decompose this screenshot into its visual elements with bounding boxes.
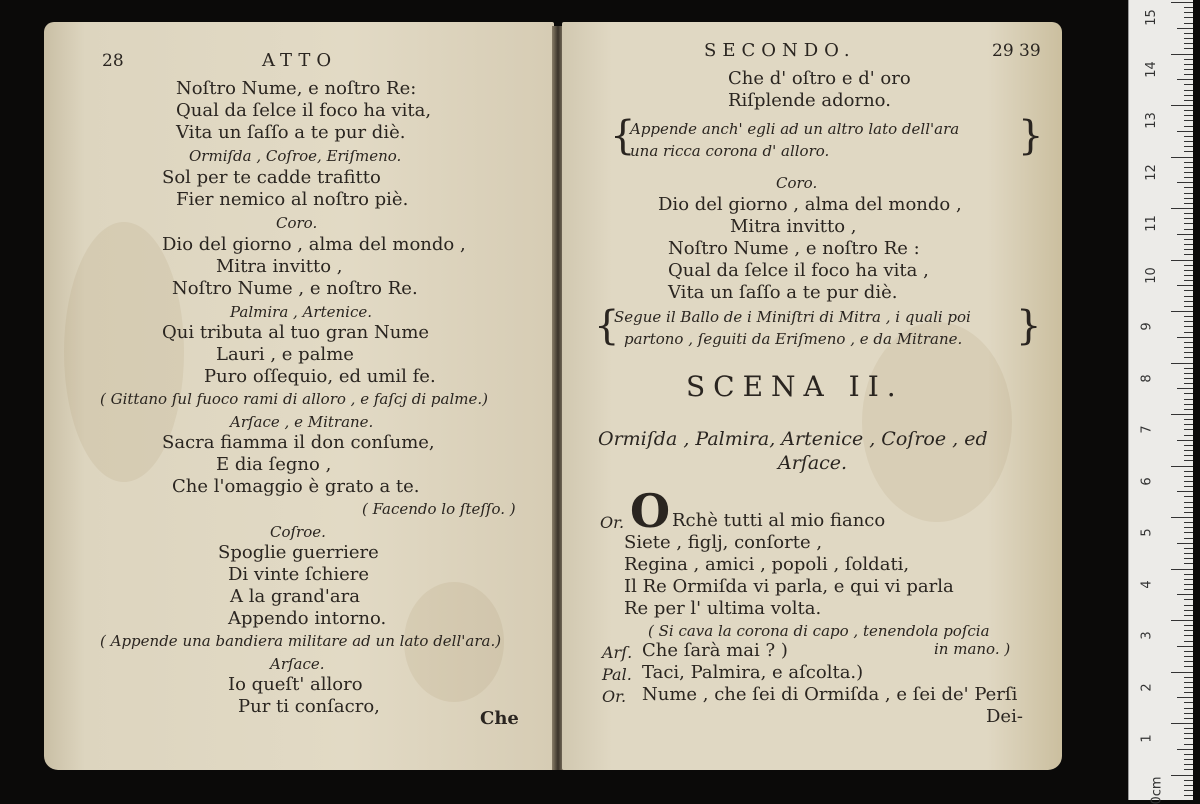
ruler-tick	[1184, 301, 1193, 302]
ruler-tick	[1184, 48, 1193, 49]
left-line: Ormiſda , Coſroe, Eriſmeno.	[189, 147, 402, 165]
brace-left-2: {	[594, 303, 620, 349]
page-number-right: 29 39	[992, 41, 1041, 61]
right-line: Vita un ſaſſo a te pur diè.	[668, 282, 898, 303]
ruler-tick	[1184, 59, 1193, 60]
ruler-number: 11	[1143, 215, 1159, 232]
ruler-tick	[1184, 429, 1193, 430]
ruler-tick	[1184, 177, 1193, 178]
ruler-tick	[1184, 713, 1193, 714]
ruler-tick	[1184, 496, 1193, 497]
ruler-tick	[1177, 182, 1193, 183]
ruler-tick	[1184, 445, 1193, 446]
ruler-tick	[1184, 538, 1193, 539]
ruler-tick	[1171, 723, 1193, 724]
ruler-tick	[1184, 738, 1193, 739]
ruler-tick	[1171, 517, 1193, 518]
ruler-tick	[1184, 522, 1193, 523]
left-line: Coro.	[276, 214, 318, 232]
ruler-tick	[1184, 120, 1193, 121]
ruler-tick	[1184, 728, 1193, 729]
ruler-tick	[1171, 2, 1193, 3]
ruler-tick	[1171, 260, 1193, 261]
left-line: ( Appende una bandiera militare ad un lato dell'ara.)	[100, 632, 502, 650]
ruler-tick	[1184, 378, 1193, 379]
right-line: Dio del giorno , alma del mondo ,	[658, 194, 962, 215]
ruler-tick	[1184, 661, 1193, 662]
ruler-tick	[1184, 780, 1193, 781]
left-line: Sacra fiamma il don conſume,	[162, 432, 435, 453]
ruler-number: 4	[1139, 579, 1155, 589]
ruler-tick	[1184, 687, 1193, 688]
ruler-number: 9	[1139, 322, 1155, 331]
ruler-tick	[1184, 213, 1193, 214]
ruler-tick	[1184, 69, 1193, 70]
ruler-tick	[1184, 584, 1193, 585]
ruler-tick	[1184, 553, 1193, 554]
ruler-tick	[1171, 672, 1193, 673]
ruler-tick	[1184, 198, 1193, 199]
scene-title: SCENA II.	[686, 370, 904, 403]
right-line: Dei-	[986, 706, 1023, 727]
ruler-tick	[1184, 635, 1193, 636]
ruler-tick	[1184, 38, 1193, 39]
ruler-tick	[1184, 532, 1193, 533]
ruler-tick	[1184, 419, 1193, 420]
ruler-tick	[1184, 486, 1193, 487]
ruler-number: 15	[1143, 9, 1159, 26]
brace-left-1: {	[610, 113, 636, 159]
left-line: ( Gittano ſul fuoco rami di alloro , e faſcj di palme.)	[100, 390, 488, 408]
left-line: A la grand'ara	[230, 586, 360, 607]
page-number-left: 28	[102, 51, 124, 71]
left-line: Arſace.	[270, 655, 325, 673]
ruler-tick	[1184, 630, 1193, 631]
ruler-tick	[1184, 476, 1193, 477]
ruler-tick	[1177, 594, 1193, 595]
left-line: ( Facendo lo ſteſſo. )	[362, 500, 516, 518]
right-line: Il Re Ormiſda vi parla, e qui vi parla	[624, 576, 954, 597]
right-line: Segue il Ballo de i Miniſtri di Mitra , i quali poi	[614, 308, 971, 326]
ruler-tick	[1184, 769, 1193, 770]
ruler-number: 5	[1139, 528, 1155, 537]
left-line: Spoglie guerriere	[218, 542, 379, 563]
brace-right-1: }	[1018, 113, 1044, 159]
ruler-tick	[1184, 347, 1193, 348]
ruler-tick	[1184, 409, 1193, 410]
ruler-tick	[1184, 357, 1193, 358]
left-line: Sol per te cadde trafitto	[162, 167, 381, 188]
right-line: Re per l' ultima volta.	[624, 598, 822, 619]
ruler-number: 12	[1143, 163, 1159, 181]
ruler-tick	[1171, 105, 1193, 106]
ruler-tick	[1184, 352, 1193, 353]
right-line: Noſtro Nume , e noſtro Re :	[668, 238, 920, 259]
ruler-tick	[1184, 599, 1193, 600]
ruler-tick	[1184, 589, 1193, 590]
ruler-tick	[1184, 790, 1193, 791]
catchword: Che	[480, 708, 519, 729]
ruler-tick	[1184, 764, 1193, 765]
ruler-tick	[1184, 512, 1193, 513]
ruler-tick	[1177, 388, 1193, 389]
ruler-tick	[1184, 306, 1193, 307]
right-line: ( Si cava la corona di capo , tenendola poſcia	[648, 622, 990, 640]
ruler-tick	[1184, 754, 1193, 755]
left-line: Di vinte ſchiere	[228, 564, 370, 585]
ruler-tick	[1184, 656, 1193, 657]
ruler-tick	[1177, 440, 1193, 441]
ruler-tick	[1184, 244, 1193, 245]
ruler-tick	[1184, 795, 1193, 796]
left-line: Fier nemico al noſtro piè.	[176, 189, 409, 210]
scene-characters-cont: Arſace.	[778, 452, 848, 474]
ruler-tick	[1184, 23, 1193, 24]
ruler-tick	[1184, 450, 1193, 451]
ruler-tick	[1184, 126, 1193, 127]
right-line: Nume , che ſei di Ormiſda , e ſei de' Perſi	[642, 684, 1018, 705]
left-line: Qual da ſelce il foco ha vita,	[176, 100, 432, 121]
ruler-tick	[1184, 172, 1193, 173]
ruler-tick	[1184, 574, 1193, 575]
right-line: Qual da ſelce il foco ha vita ,	[668, 260, 929, 281]
ruler-tick	[1184, 74, 1193, 75]
ruler-tick	[1184, 167, 1193, 168]
ruler-number: 1	[1139, 734, 1155, 743]
ruler-tick	[1184, 579, 1193, 580]
ruler-tick	[1184, 43, 1193, 44]
ruler-tick	[1184, 666, 1193, 667]
ruler-number: 2	[1139, 682, 1155, 692]
ruler-number: 7	[1139, 425, 1155, 434]
ruler-tick	[1184, 141, 1193, 142]
ruler-tick	[1184, 290, 1193, 291]
ruler-tick	[1177, 646, 1193, 647]
ruler-tick	[1184, 563, 1193, 564]
ruler-tick	[1184, 733, 1193, 734]
ruler-tick	[1184, 435, 1193, 436]
ruler-tick	[1184, 507, 1193, 508]
ruler-tick	[1177, 79, 1193, 80]
speaker-label: Or.	[600, 513, 625, 532]
measurement-ruler	[1128, 0, 1193, 804]
right-line: Rchè tutti al mio fianco	[672, 510, 886, 531]
ruler-tick	[1184, 708, 1193, 709]
ruler-tick	[1177, 543, 1193, 544]
right-line: partono , ſeguiti da Eriſmeno , e da Mitrane.	[624, 330, 963, 348]
ruler-tick	[1184, 84, 1193, 85]
ruler-tick	[1177, 131, 1193, 132]
ruler-tick	[1177, 234, 1193, 235]
ruler-tick	[1184, 239, 1193, 240]
ruler-tick	[1184, 265, 1193, 266]
ruler-tick	[1184, 326, 1193, 327]
left-line: Che l'omaggio è grato a te.	[172, 476, 420, 497]
ruler-tick	[1184, 785, 1193, 786]
left-page	[44, 22, 554, 770]
ruler-tick	[1184, 187, 1193, 188]
ruler-tick	[1184, 455, 1193, 456]
ruler-tick	[1171, 620, 1193, 621]
right-line: Appende anch' egli ad un altro lato dell'ara	[630, 120, 960, 138]
left-line: Noſtro Nume, e noſtro Re:	[176, 78, 417, 99]
drop-cap: O	[630, 484, 671, 538]
ruler-tick	[1184, 558, 1193, 559]
ruler-tick	[1171, 311, 1193, 312]
ruler-tick	[1184, 682, 1193, 683]
ruler-tick	[1184, 90, 1193, 91]
ruler-tick	[1184, 615, 1193, 616]
ruler-tick	[1171, 157, 1193, 158]
ruler-tick	[1184, 610, 1193, 611]
ruler-tick	[1184, 399, 1193, 400]
left-line: Appendo intorno.	[228, 608, 387, 629]
ruler-tick	[1184, 115, 1193, 116]
left-line: Io queſt' alloro	[228, 674, 363, 695]
right-line: Riſplende adorno.	[728, 90, 891, 111]
ruler-tick	[1184, 471, 1193, 472]
ruler-tick	[1184, 718, 1193, 719]
ruler-tick	[1184, 316, 1193, 317]
left-line: Dio del giorno , alma del mondo ,	[162, 234, 466, 255]
ruler-tick	[1177, 28, 1193, 29]
ruler-tick	[1184, 193, 1193, 194]
right-line: Siete , figlj, conſorte ,	[624, 532, 823, 553]
right-line: Regina , amici , popoli , ſoldati,	[624, 554, 910, 575]
ruler-tick	[1184, 373, 1193, 374]
ruler-tick	[1177, 337, 1193, 338]
ruler-tick	[1171, 569, 1193, 570]
left-line: Puro oſſequio, ed umil fe.	[204, 366, 436, 387]
ruler-tick	[1184, 368, 1193, 369]
ruler-tick	[1184, 254, 1193, 255]
ruler-tick	[1184, 64, 1193, 65]
ruler-tick	[1171, 54, 1193, 55]
ruler-tick	[1184, 527, 1193, 528]
right-line: Mitra invitto ,	[730, 216, 857, 237]
ruler-tick	[1184, 33, 1193, 34]
left-line: Qui tributa al tuo gran Nume	[162, 322, 430, 343]
ruler-tick	[1184, 151, 1193, 152]
ruler-tick	[1184, 502, 1193, 503]
ruler-tick	[1184, 95, 1193, 96]
ruler-tick	[1184, 223, 1193, 224]
ruler-tick	[1184, 229, 1193, 230]
left-line: Coſroe.	[270, 523, 326, 541]
ruler-number: 6	[1139, 476, 1155, 486]
left-line: Palmira , Artenice.	[230, 303, 373, 321]
ruler-tick	[1184, 625, 1193, 626]
ruler-tick	[1184, 759, 1193, 760]
running-header-right: SECONDO.	[704, 40, 856, 61]
ruler-tick	[1184, 100, 1193, 101]
right-line: Che d' oſtro e d' oro	[728, 68, 911, 89]
ruler-tick	[1171, 466, 1193, 467]
ruler-tick	[1184, 332, 1193, 333]
left-line: Vita un ſaſſo a te pur diè.	[176, 122, 406, 143]
ruler-tick	[1177, 285, 1193, 286]
ruler-number: 8	[1139, 373, 1155, 383]
right-line: Taci, Palmira, e aſcolta.)	[642, 662, 864, 683]
ruler-tick	[1184, 692, 1193, 693]
ruler-tick	[1177, 491, 1193, 492]
ruler-tick	[1184, 481, 1193, 482]
right-page	[562, 22, 1062, 770]
ruler-tick	[1184, 280, 1193, 281]
left-line: Noſtro Nume , e noſtro Re.	[172, 278, 418, 299]
ruler-tick	[1184, 162, 1193, 163]
ruler-tick	[1171, 208, 1193, 209]
ruler-tick	[1184, 296, 1193, 297]
ruler-tick	[1171, 363, 1193, 364]
ruler-tick	[1184, 342, 1193, 343]
ruler-tick	[1184, 404, 1193, 405]
ruler-number: 3	[1139, 631, 1155, 640]
left-line: Pur ti conſacro,	[238, 696, 380, 717]
ruler-tick	[1184, 424, 1193, 425]
ruler-tick	[1184, 677, 1193, 678]
speaker-label: Arſ.	[602, 643, 633, 662]
ruler-tick	[1184, 12, 1193, 13]
running-header-left: ATTO	[262, 50, 338, 71]
ruler-tick	[1184, 605, 1193, 606]
ruler-tick	[1184, 146, 1193, 147]
speaker-label: Or.	[602, 687, 627, 706]
ruler-tick	[1184, 383, 1193, 384]
left-line: Lauri , e palme	[216, 344, 354, 365]
ruler-tick	[1171, 775, 1193, 776]
scene-characters: Ormiſda , Palmira, Artenice , Coſroe , ed	[598, 428, 988, 450]
ruler-tick	[1184, 321, 1193, 322]
ruler-tick	[1184, 218, 1193, 219]
left-line: Arſace , e Mitrane.	[230, 413, 374, 431]
ruler-tick	[1177, 749, 1193, 750]
ruler-tick	[1184, 249, 1193, 250]
ruler-tick	[1184, 17, 1193, 18]
ruler-tick	[1184, 110, 1193, 111]
right-line: Coro.	[776, 174, 818, 192]
speaker-label: Pal.	[602, 665, 632, 684]
ruler-tick	[1184, 548, 1193, 549]
ruler-tick	[1184, 702, 1193, 703]
left-line: E dia ſegno ,	[216, 454, 332, 475]
ruler-tick	[1184, 651, 1193, 652]
right-line: Che ſarà mai ? )	[642, 640, 788, 661]
ruler-tick	[1184, 203, 1193, 204]
brace-right-2: }	[1016, 303, 1042, 349]
right-line: in mano. )	[934, 640, 1011, 658]
ruler-tick	[1184, 744, 1193, 745]
right-line: una ricca corona d' alloro.	[630, 142, 830, 160]
ruler-number: 10	[1143, 266, 1159, 284]
ruler-tick	[1184, 641, 1193, 642]
ruler-tick	[1177, 697, 1193, 698]
ruler-tick	[1184, 393, 1193, 394]
ruler-tick	[1184, 136, 1193, 137]
ruler-number: 14	[1143, 60, 1159, 78]
ruler-tick	[1184, 7, 1193, 8]
open-book	[44, 22, 1062, 774]
ruler-tick	[1171, 414, 1193, 415]
ruler-tick	[1184, 275, 1193, 276]
ruler-number: 0cm	[1149, 775, 1165, 804]
left-line: Mitra invitto ,	[216, 256, 343, 277]
ruler-tick	[1184, 460, 1193, 461]
ruler-number: 13	[1143, 112, 1159, 129]
ruler-tick	[1184, 270, 1193, 271]
